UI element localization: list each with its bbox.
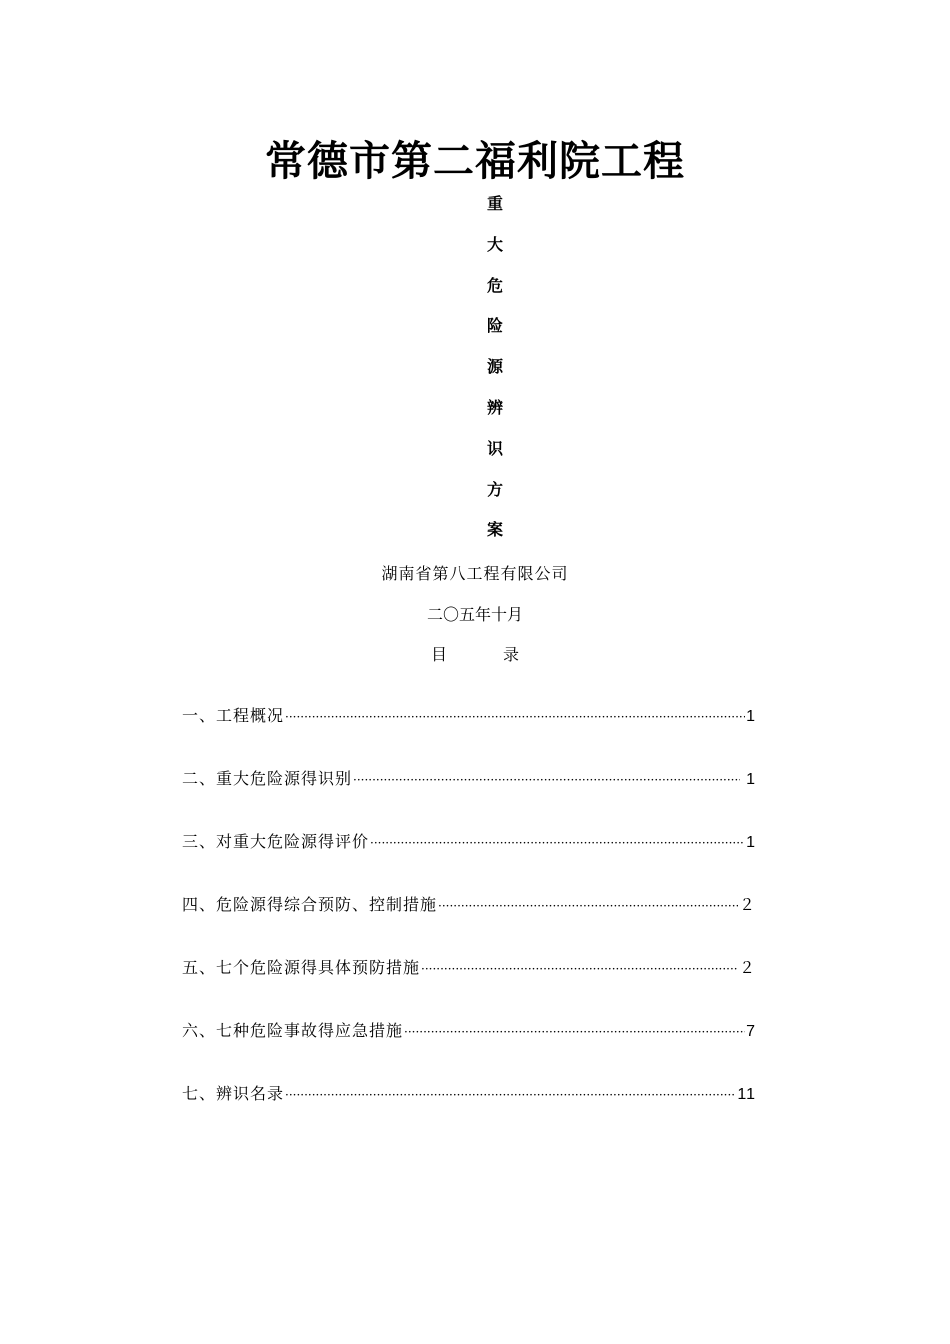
toc-entry-page: 11 [737,1086,756,1103]
toc-entry-label: 三、对重大危险源得评价 [182,832,370,851]
toc-entry[interactable] [182,829,756,892]
toc-leader-dots [370,836,745,850]
toc-entry-label: 六、七种危险事故得应急措施 [182,1021,404,1040]
toc-heading [0,642,950,665]
toc-heading-char: 录 [503,645,520,664]
document-title: 常德市第二福利院工程 [265,137,685,185]
toc-entry[interactable] [182,1018,756,1081]
toc-entry-page: 1 [740,771,756,788]
subtitle-char: 辨 [486,397,503,417]
toc-entry-page: ２ [738,960,756,977]
toc-entry[interactable] [182,766,756,829]
toc-leader-dots [353,773,740,787]
toc-entry-label: 四、危险源得综合预防、控制措施 [182,895,438,914]
toc-entry-label: 七、辨识名录 [182,1084,285,1103]
subtitle-char: 源 [486,357,503,377]
toc-heading-char: 目 [430,645,447,664]
toc-entry-page: 1 [746,834,756,851]
toc-entry-label: 一、工程概况 [182,706,285,725]
document-date: 二〇五年十月 [426,605,523,624]
subtitle-char: 方 [486,479,503,499]
company-name: 湖南省第八工程有限公司 [381,564,569,583]
toc-entry-label: 二、重大危险源得识别 [182,769,353,788]
toc-entry-page: 7 [746,1023,756,1040]
toc-entry[interactable] [182,703,756,766]
subtitle-char: 识 [486,438,503,458]
toc-leader-dots [285,1088,736,1102]
toc-entry-page: 1 [746,708,756,725]
subtitle-char: 案 [486,520,503,540]
toc-leader-dots [421,962,738,976]
subtitle-char: 险 [486,316,503,336]
subtitle-char: 重 [486,194,503,213]
toc-entry[interactable] [182,892,756,955]
toc-leader-dots [404,1025,745,1039]
subtitle-char: 大 [486,234,503,254]
table-of-contents [182,703,756,1144]
vertical-subtitle [455,191,535,558]
toc-entry-page: ２ [738,897,756,914]
toc-leader-dots [438,899,738,913]
subtitle-char: 危 [486,275,503,295]
toc-entry[interactable] [182,955,756,1018]
toc-entry-label: 五、七个危险源得具体预防措施 [182,958,421,977]
toc-leader-dots [285,710,745,724]
toc-entry[interactable] [182,1081,756,1144]
